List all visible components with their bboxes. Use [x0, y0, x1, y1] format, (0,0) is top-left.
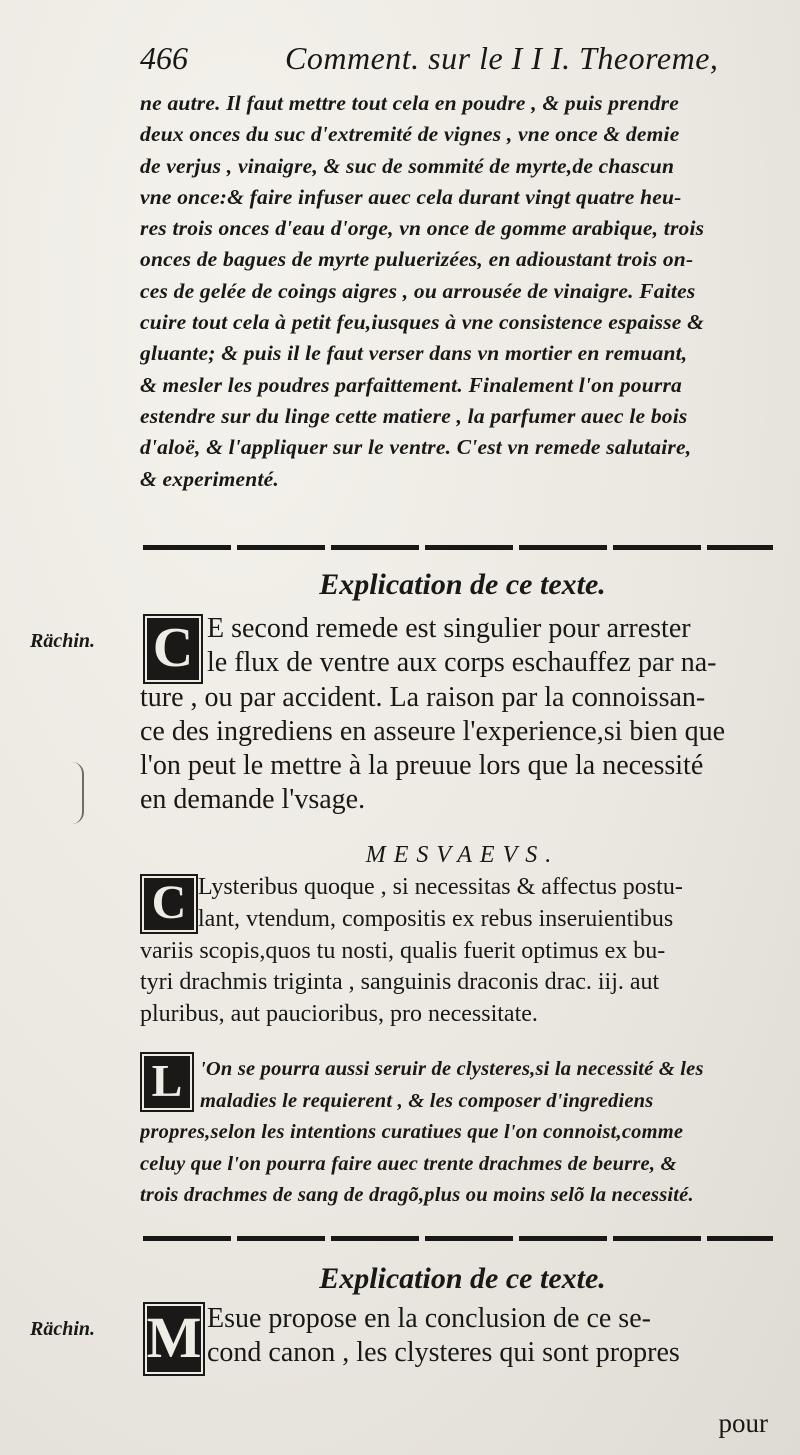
text-line: onces de bagues de myrte puluerizées, en adioustant trois on- — [140, 247, 694, 272]
text-line: estendre sur du linge cette matiere , la parfumer auec le bois — [140, 403, 688, 428]
text-line: ture , ou par accident. La raison par la connoissan- — [140, 681, 706, 713]
drop-cap: L — [140, 1052, 194, 1112]
text-line: & mesler les poudres parfaittement. Finalement l'on pourra — [140, 372, 682, 397]
text-line: lant, vtendum, compositis ex rebus inseruientibus — [198, 905, 674, 932]
text-line: celuy que l'on pourra faire auec trente drachmes de beurre, & — [140, 1152, 677, 1175]
text-line: tyri drachmis triginta , sanguinis draconis drac. iij. aut — [140, 969, 660, 996]
text-line: cuire tout cela à petit feu,iusques à vne consistence espaisse & — [140, 310, 704, 335]
page-header — [140, 40, 780, 84]
text-line: trois drachmes de sang de dragõ,plus ou moins selõ la necessité. — [140, 1184, 694, 1207]
explication-paragraph — [140, 612, 785, 818]
margin-note: Rächin. — [30, 630, 96, 652]
text-line: propres,selon les intentions curatiues que l'on connoist,comme — [140, 1121, 684, 1144]
section-title: Explication de ce texte. — [319, 1262, 606, 1295]
drop-cap: C — [143, 614, 203, 684]
text-line: deux onces du suc d'extremité de vignes , vne once & demie — [140, 122, 680, 147]
text-line: ces de gelée de coings aigres , ou arrousée de vinaigre. Faites — [140, 278, 696, 303]
page-number: 466 — [140, 40, 188, 76]
drop-cap: M — [143, 1302, 205, 1376]
recipe-paragraph — [140, 88, 785, 495]
latin-paragraph — [140, 872, 785, 1031]
text-line: pluribus, aut paucioribus, pro necessitate. — [140, 1001, 538, 1028]
text-line: ne autre. Il faut mettre tout cela en poudre , & puis prendre — [140, 91, 679, 115]
text-line: cond canon , les clysteres qui sont propres — [207, 1337, 680, 1369]
text-line: le flux de ventre aux corps eschauffez par na- — [207, 647, 717, 679]
text-line: Lysteribus quoque , si necessitas & affectus postu- — [198, 874, 683, 900]
text-line: & experimenté. — [140, 466, 279, 491]
catchword: pour — [718, 1408, 768, 1438]
author-heading: MESVAEVS. — [365, 842, 560, 868]
running-head: Comment. sur le I I I. Theoreme, — [285, 40, 719, 76]
drop-cap: C — [140, 874, 198, 934]
text-line: l'on peut le mettre à la preuue lors que la necessité — [140, 750, 704, 782]
text-line: vne once:& faire infuser auec cela durant vingt quatre heu- — [140, 184, 682, 209]
margin-note: Rächin. — [30, 1318, 96, 1340]
text-line: variis scopis,quos tu nosti, qualis fuerit optimus ex bu- — [140, 937, 666, 964]
text-line: gluante; & puis il le faut verser dans vn mortier en remuant, — [140, 341, 688, 366]
text-line: E second remede est singulier pour arrester — [207, 613, 691, 644]
text-line: ce des ingrediens en asseure l'experience,si bien que — [140, 715, 726, 747]
translation-paragraph — [140, 1054, 785, 1212]
text-line: 'On se pourra aussi seruir de clysteres,si la necessité & les — [200, 1058, 704, 1080]
text-line: maladies le requierent , & les composer d'ingrediens — [200, 1089, 654, 1112]
section-divider — [143, 545, 773, 550]
margin-mark — [72, 762, 84, 824]
section-divider — [143, 1236, 773, 1241]
text-line: res trois onces d'eau d'orge, vn once de gomme arabique, trois — [140, 216, 705, 241]
explication-paragraph — [140, 1302, 785, 1371]
text-line: de verjus , vinaigre, & suc de sommité de myrte,de chascun — [140, 153, 675, 178]
text-line: Esue propose en la conclusion de ce se- — [207, 1303, 651, 1334]
section-title: Explication de ce texte. — [319, 568, 606, 601]
text-line: d'aloë, & l'appliquer sur le ventre. C'est vn remede salutaire, — [140, 435, 692, 460]
text-line: en demande l'vsage. — [140, 784, 366, 816]
